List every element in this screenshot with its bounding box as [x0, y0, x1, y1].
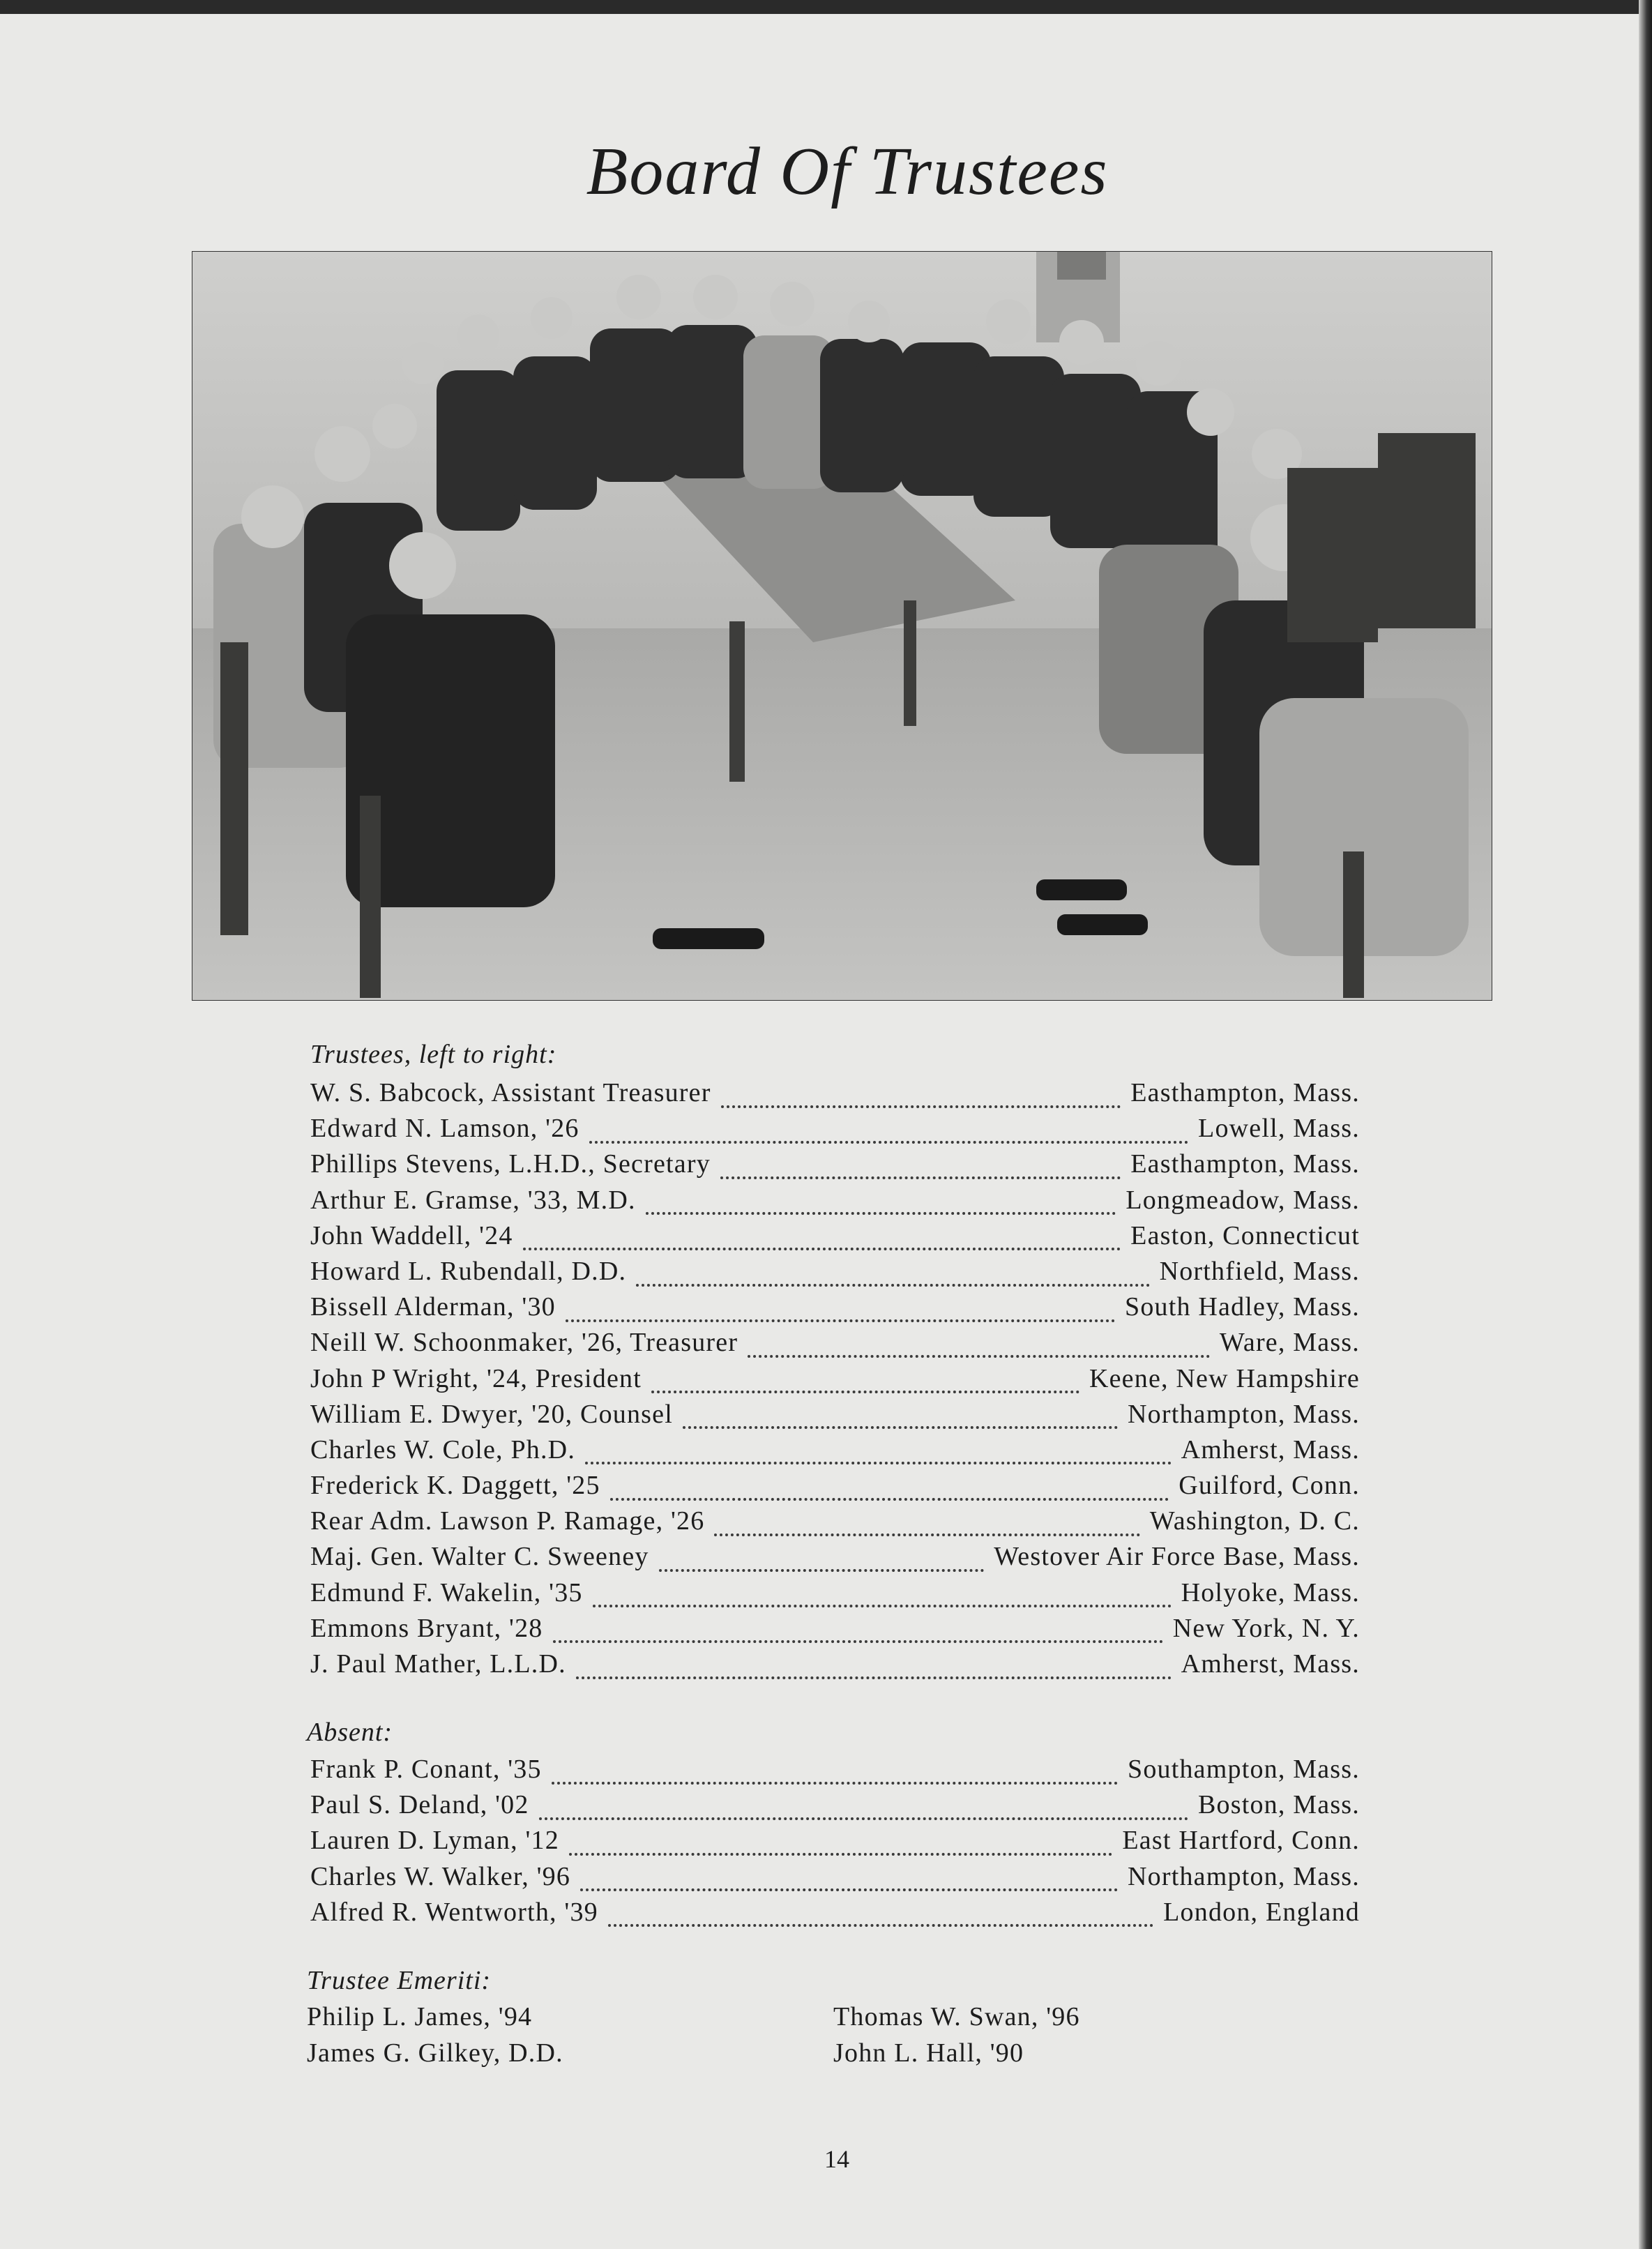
dot-leader	[539, 1815, 1188, 1820]
person-name: Edward N. Lamson, '26	[310, 1114, 579, 1144]
person-name: Frederick K. Daggett, '25	[310, 1471, 600, 1501]
emeriti-name: Philip L. James, '94	[307, 2002, 533, 2031]
person-location: Guilford, Conn.	[1179, 1471, 1360, 1501]
emeriti-list	[307, 2001, 1213, 2078]
list-item	[310, 1434, 1360, 1470]
page-number: 14	[824, 2145, 849, 2173]
group-photo	[192, 251, 1492, 1001]
person-name: William E. Dwyer, '20, Counsel	[310, 1399, 673, 1429]
person-location: Amherst, Mass.	[1181, 1434, 1360, 1464]
dot-leader	[569, 1850, 1112, 1856]
person-name: John Waddell, '24	[310, 1220, 513, 1250]
person-name: Edmund F. Wakelin, '35	[310, 1577, 583, 1607]
dot-leader	[580, 1886, 1118, 1891]
dot-leader	[523, 1245, 1121, 1250]
list-item	[310, 1256, 1360, 1292]
dot-leader	[566, 1317, 1115, 1322]
list-item	[310, 1220, 1360, 1256]
list-item	[310, 1541, 1360, 1577]
emeriti-name: John L. Hall, '90	[833, 2038, 1024, 2068]
list-item	[310, 1897, 1360, 1932]
trustees-list	[310, 1077, 1360, 1684]
dot-leader	[576, 1674, 1172, 1679]
person-location: Easthampton, Mass.	[1130, 1078, 1360, 1107]
dot-leader	[589, 1138, 1188, 1144]
person-location: South Hadley, Mass.	[1125, 1292, 1360, 1322]
person-location: London, England	[1163, 1897, 1360, 1927]
list-item	[310, 1506, 1360, 1541]
person-name: J. Paul Mather, L.L.D.	[310, 1649, 566, 1679]
person-location: Lowell, Mass.	[1198, 1114, 1360, 1144]
dot-leader	[593, 1602, 1172, 1607]
person-location: New York, N. Y.	[1172, 1613, 1360, 1643]
absent-list	[310, 1754, 1360, 1932]
person-name: Emmons Bryant, '28	[310, 1613, 543, 1643]
person-location: Westover Air Force Base, Mass.	[994, 1542, 1360, 1572]
person-location: Easthampton, Mass.	[1130, 1149, 1360, 1179]
person-location: Amherst, Mass.	[1181, 1649, 1360, 1679]
person-name: Maj. Gen. Walter C. Sweeney	[310, 1542, 649, 1572]
person-name: W. S. Babcock, Assistant Treasurer	[310, 1078, 711, 1107]
dot-leader	[608, 1921, 1153, 1927]
person-name: Lauren D. Lyman, '12	[310, 1826, 559, 1856]
emeriti-name: Thomas W. Swan, '96	[833, 2002, 1080, 2031]
absent-heading: Absent:	[307, 1718, 393, 1747]
person-name: Howard L. Rubendall, D.D.	[310, 1256, 627, 1286]
dot-leader	[552, 1779, 1118, 1785]
person-location: Southampton, Mass.	[1127, 1755, 1360, 1784]
dot-leader	[683, 1423, 1118, 1429]
person-location: Northampton, Mass.	[1128, 1399, 1360, 1429]
person-location: Longmeadow, Mass.	[1126, 1185, 1360, 1215]
list-item	[310, 1577, 1360, 1613]
person-location: Boston, Mass.	[1197, 1790, 1360, 1820]
person-location: Easton, Connecticut	[1130, 1220, 1360, 1250]
emeriti-heading: Trustee Emeriti:	[307, 1966, 492, 1995]
list-item	[310, 1363, 1360, 1399]
person-location: Northampton, Mass.	[1128, 1861, 1360, 1891]
person-location: Keene, New Hampshire	[1089, 1363, 1360, 1393]
person-name: Neill W. Schoonmaker, '26, Treasurer	[310, 1328, 738, 1358]
list-item	[310, 1613, 1360, 1649]
dot-leader	[748, 1352, 1210, 1358]
emeriti-name: James G. Gilkey, D.D.	[307, 2038, 563, 2068]
dot-leader	[714, 1531, 1139, 1536]
person-name: Phillips Stevens, L.H.D., Secretary	[310, 1149, 711, 1179]
list-item	[310, 1825, 1360, 1861]
list-item	[310, 1327, 1360, 1363]
person-name: Frank P. Conant, '35	[310, 1755, 542, 1784]
person-location: Holyoke, Mass.	[1181, 1577, 1360, 1607]
person-name: Arthur E. Gramse, '33, M.D.	[310, 1185, 636, 1215]
list-item	[310, 1754, 1360, 1789]
dot-leader	[651, 1388, 1079, 1393]
person-name: Alfred R. Wentworth, '39	[310, 1897, 598, 1927]
scan-right-border	[1639, 0, 1652, 2249]
list-item	[310, 1185, 1360, 1220]
list-item	[310, 1399, 1360, 1434]
person-name: Bissell Alderman, '30	[310, 1292, 556, 1322]
list-item	[310, 1292, 1360, 1327]
list-item	[310, 1149, 1360, 1184]
list-item	[310, 1077, 1360, 1113]
list-item	[310, 1649, 1360, 1684]
list-item	[310, 1113, 1360, 1149]
person-name: Paul S. Deland, '02	[310, 1790, 529, 1820]
dot-leader	[646, 1209, 1116, 1215]
person-location: Washington, D. C.	[1149, 1506, 1360, 1536]
group-photo-illustration	[192, 252, 1492, 1001]
person-name: Rear Adm. Lawson P. Ramage, '26	[310, 1506, 705, 1536]
trustees-heading: Trustees, left to right:	[310, 1040, 557, 1069]
dot-leader	[721, 1103, 1121, 1108]
person-name: Charles W. Walker, '96	[310, 1861, 571, 1891]
list-item	[310, 1861, 1360, 1897]
dot-leader	[636, 1281, 1149, 1287]
dot-leader	[659, 1566, 985, 1572]
dot-leader	[585, 1459, 1172, 1464]
list-item	[310, 1470, 1360, 1506]
scan-top-border	[0, 0, 1652, 14]
person-name: John P Wright, '24, President	[310, 1363, 642, 1393]
list-item	[310, 1789, 1360, 1825]
dot-leader	[720, 1174, 1121, 1179]
person-location: Ware, Mass.	[1219, 1328, 1360, 1358]
page-title: Board Of Trustees	[586, 134, 1109, 209]
dot-leader	[610, 1495, 1169, 1501]
person-location: East Hartford, Conn.	[1122, 1826, 1360, 1856]
dot-leader	[553, 1637, 1163, 1643]
person-name: Charles W. Cole, Ph.D.	[310, 1434, 576, 1464]
person-location: Northfield, Mass.	[1159, 1256, 1360, 1286]
